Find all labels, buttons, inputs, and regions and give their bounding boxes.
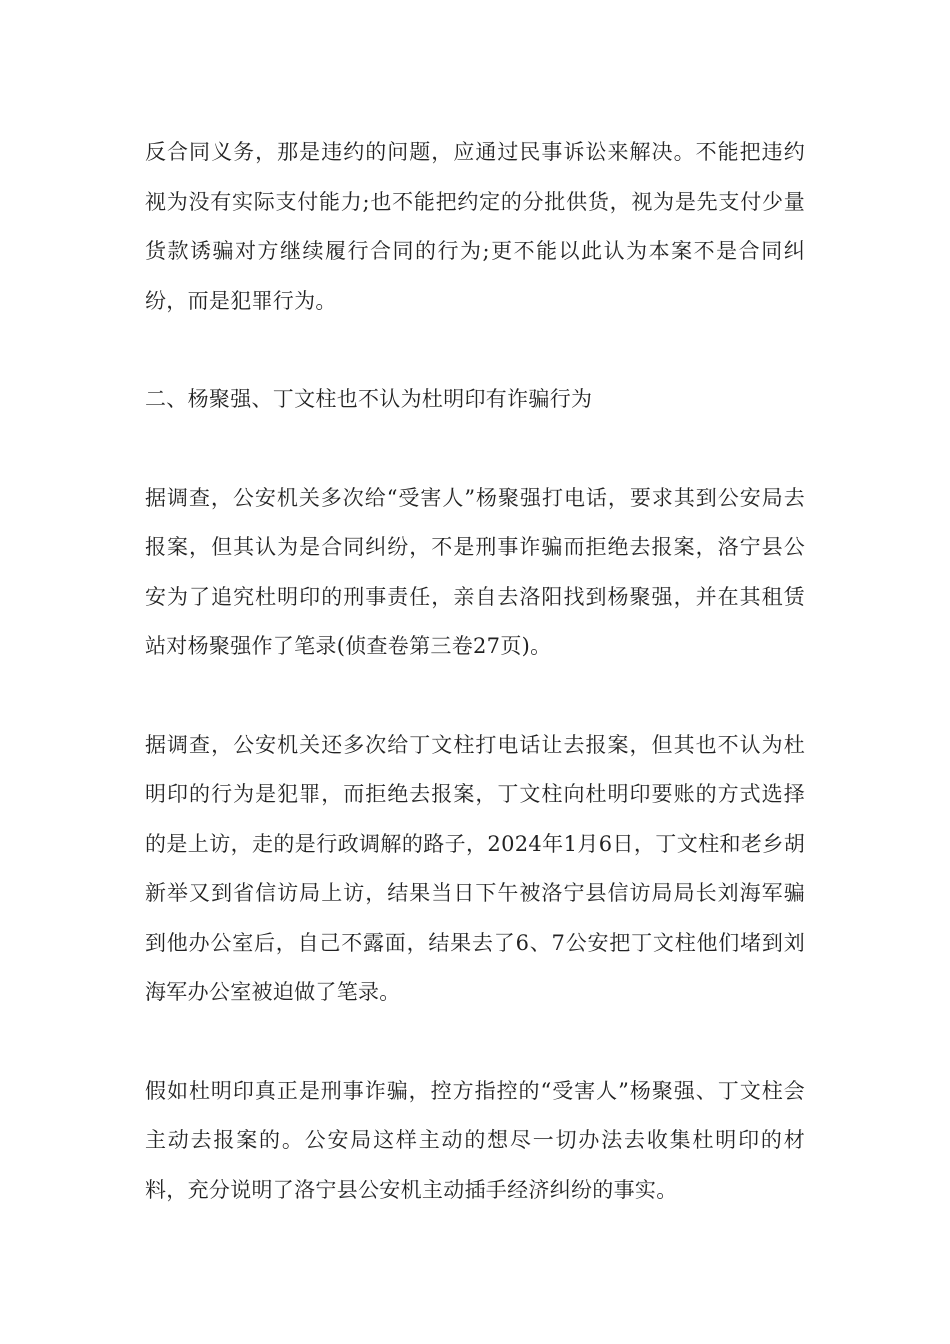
paragraph-gap: [145, 326, 805, 375]
paragraph-ding-wenzhu-investigation: 据调查，公安机关还多次给丁文柱打电话让去报案，但其也不认为杜明印的行为是犯罪，而拒绝去报案，丁文柱向杜明印要账的方式选择的是上访，走的是行政调解的路子，2024年1月6日，丁文柱和老乡胡新举又到省信访局上访，结果当日下午被洛宁县信访局局长刘海军骗到他办公室后，自己不露面，结果去了6、7公安把丁文柱他们堵到刘海军办公室被迫做了笔录。: [145, 732, 805, 1004]
paragraph-gap: [145, 672, 805, 721]
section-heading-two: 二、杨聚强、丁文柱也不认为杜明印有诈骗行为: [145, 387, 593, 411]
document-body: [145, 128, 805, 1215]
paragraph-conclusion: 假如杜明印真正是刑事诈骗，控方指控的“受害人”杨聚强、丁文柱会主动去报案的。公安局这样主动的想尽一切办法去收集杜明印的材料，充分说明了洛宁县公安机主动插手经济纠纷的事实。: [145, 1078, 805, 1202]
paragraph-yang-juqiang-investigation: 据调查，公安机关多次给“受害人”杨聚强打电话，要求其到公安局去报案，但其认为是合同纠纷，不是刑事诈骗而拒绝去报案，洛宁县公安为了追究杜明印的刑事责任，亲自去洛阳找到杨聚强，并在其租赁站对杨聚强作了笔录(侦查卷第三卷27页)。: [145, 485, 805, 658]
paragraph-gap: [145, 1018, 805, 1067]
paragraph-gap: [145, 425, 805, 474]
paragraph-contract-obligation: 反合同义务，那是违约的问题，应通过民事诉讼来解决。不能把违约视为没有实际支付能力;也不能把约定的分批供货，视为是先支付少量货款诱骗对方继续履行合同的行为;更不能以此认为本案不是合同纠纷，而是犯罪行为。: [145, 140, 805, 313]
